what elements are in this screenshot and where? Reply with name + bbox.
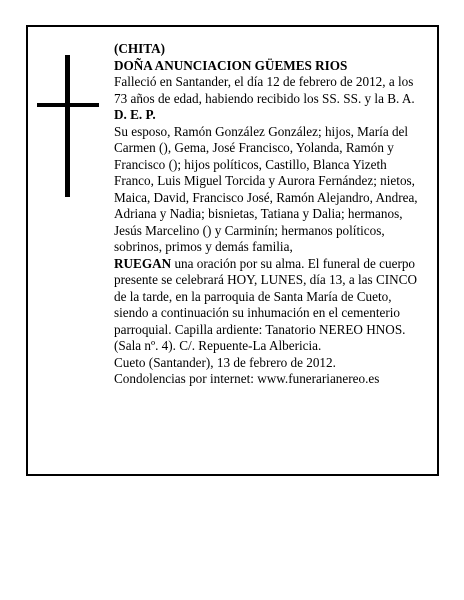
funeral-paragraph [114, 256, 422, 355]
place-date: Cueto (Santander), 13 de febrero de 2012. [114, 354, 336, 370]
deceased-name: DOÑA ANUNCIACION GÜEMES RIOS [114, 57, 348, 73]
cross-icon [37, 55, 99, 197]
family-list: Su esposo, Ramón González González; hijos, María del Carmen (), Gema, José Francisco, Yolanda, Ramón y Francisco (); hijos políticos, Castillo, Blanca Yizeth Franco, Luis Miguel Torcida y Aurora Fernández; nietos, Maica, David, Francisco José, Ramón Alejandro, Andrea, Adriana y Nadia; bisnietas, Tatiana y Dalia; hermanos, Jesús Marcelino () y Carminín; hermanos políticos, sobrinos, primos y demás familia, [114, 123, 418, 254]
funeral-details: una oración por su alma. El funeral de cuerpo presente se celebrará HOY, LUNES, día 13, a las CINCO de la tarde, en la parroquia de Santa María de Cueto, siendo a continuación su inhumación en el cementerio parroquial. Capilla ardiente: Tanatorio NEREO HNOS. (Sala nº. 4). C/. Repuente-La Albericia. [114, 255, 417, 353]
request-word: RUEGAN [114, 255, 172, 271]
obituary-notice [26, 25, 439, 476]
death-statement: Falleció en Santander, el día 12 de febrero de 2012, a los 73 años de edad, habiendo recibido los SS. SS. y la B. A. [114, 74, 415, 106]
deceased-alias: (CHITA) [114, 41, 166, 56]
cross-vertical-bar [65, 55, 70, 197]
condolences-line: Condolencias por internet: www.funerarianereo.es [114, 371, 380, 386]
rip-heading: D. E. P. [114, 107, 156, 122]
cross-horizontal-bar [37, 103, 99, 107]
obituary-text [114, 41, 422, 388]
